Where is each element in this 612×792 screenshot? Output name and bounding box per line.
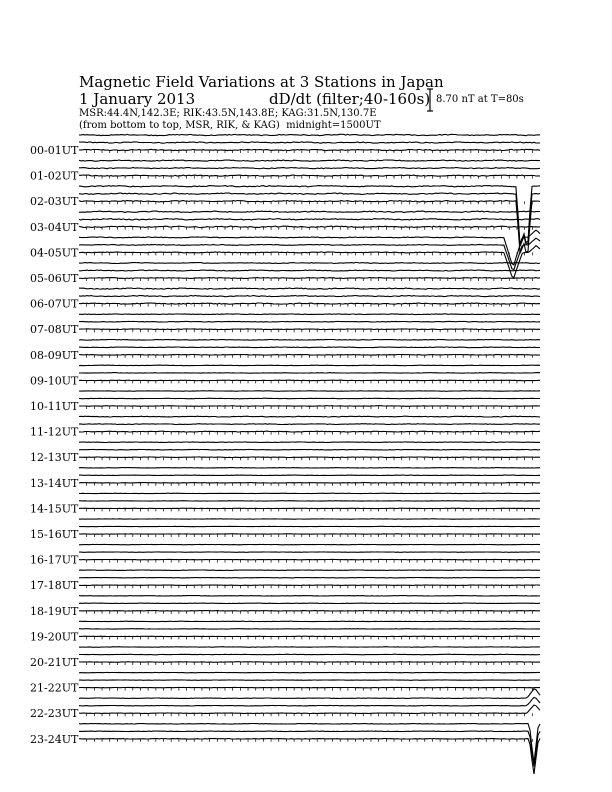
- chart-title: Magnetic Field Variations at 3 Stations in Japan: [79, 73, 444, 91]
- hour-label: 01-02UT: [30, 169, 79, 183]
- trace-kag: [79, 647, 540, 648]
- trace-rik: [79, 270, 540, 271]
- trace-rik: [79, 373, 540, 374]
- trace-rik: [79, 168, 540, 169]
- trace-kag: [79, 416, 540, 417]
- hour-label: 08-09UT: [30, 348, 79, 362]
- trace-rik: [79, 321, 540, 322]
- midnight-note: midnight=1500UT: [286, 120, 381, 131]
- hour-label: 18-19UT: [30, 604, 79, 618]
- hour-label: 06-07UT: [30, 297, 79, 311]
- hour-label: 15-16UT: [30, 528, 79, 541]
- station-order-note: (from bottom to top, MSR, RIK, & KAG): [79, 120, 280, 131]
- hour-label: 03-04UT: [30, 220, 79, 234]
- hour-label: 21-22UT: [30, 681, 79, 695]
- trace-kag: [79, 134, 540, 135]
- hour-label: 04-05UT: [30, 246, 79, 260]
- trace-kag: [79, 391, 540, 392]
- hour-label: 22-23UT: [30, 707, 79, 721]
- hour-label: 02-03UT: [30, 195, 79, 209]
- trace-kag: [79, 339, 540, 340]
- trace-rik: [79, 347, 540, 348]
- hour-label: 20-21UT: [30, 656, 79, 669]
- trace-kag: [79, 160, 540, 161]
- hour-label: 11-12UT: [30, 425, 79, 439]
- station-coordinates: MSR:44.4N,142.3E; RIK:43.5N,143.8E; KAG:31.5N,130.7E: [79, 108, 377, 119]
- trace-rik: [79, 449, 540, 450]
- hour-label: 07-08UT: [30, 323, 79, 337]
- hour-label: 10-11UT: [30, 400, 79, 413]
- trace-rik: [79, 398, 540, 399]
- trace-kag: [79, 230, 540, 265]
- trace-rik: [79, 219, 540, 220]
- chart-quantity: dD/dt (filter;40-160s): [269, 90, 431, 108]
- trace-rik: [79, 654, 540, 655]
- hour-label: 16-17UT: [30, 553, 79, 567]
- trace-kag: [79, 365, 540, 366]
- hour-label: 05-06UT: [30, 272, 79, 285]
- hour-label: 13-14UT: [30, 476, 79, 490]
- trace-msr: [79, 246, 540, 278]
- trace-rik: [79, 296, 540, 297]
- hour-label: 17-18UT: [30, 579, 79, 593]
- trace-kag: [79, 724, 540, 763]
- trace-rik: [79, 142, 540, 143]
- trace-kag: [79, 263, 540, 264]
- hour-label: 14-15UT: [30, 502, 79, 516]
- trace-msr: [79, 739, 540, 775]
- trace-kag: [79, 442, 540, 443]
- trace-kag: [79, 211, 540, 212]
- hour-label: 00-01UT: [30, 144, 79, 157]
- trace-rik: [79, 424, 540, 425]
- hour-label: 23-24UT: [30, 732, 79, 746]
- hour-label: 19-20UT: [30, 630, 79, 644]
- trace-rik: [79, 731, 540, 766]
- chart-date: 1 January 2013: [79, 90, 196, 108]
- hour-label: 12-13UT: [30, 451, 79, 465]
- hour-label: 09-10UT: [30, 374, 79, 388]
- scale-label: 8.70 nT at T=80s: [436, 94, 524, 105]
- trace-kag: [79, 314, 540, 315]
- trace-kag: [79, 288, 540, 289]
